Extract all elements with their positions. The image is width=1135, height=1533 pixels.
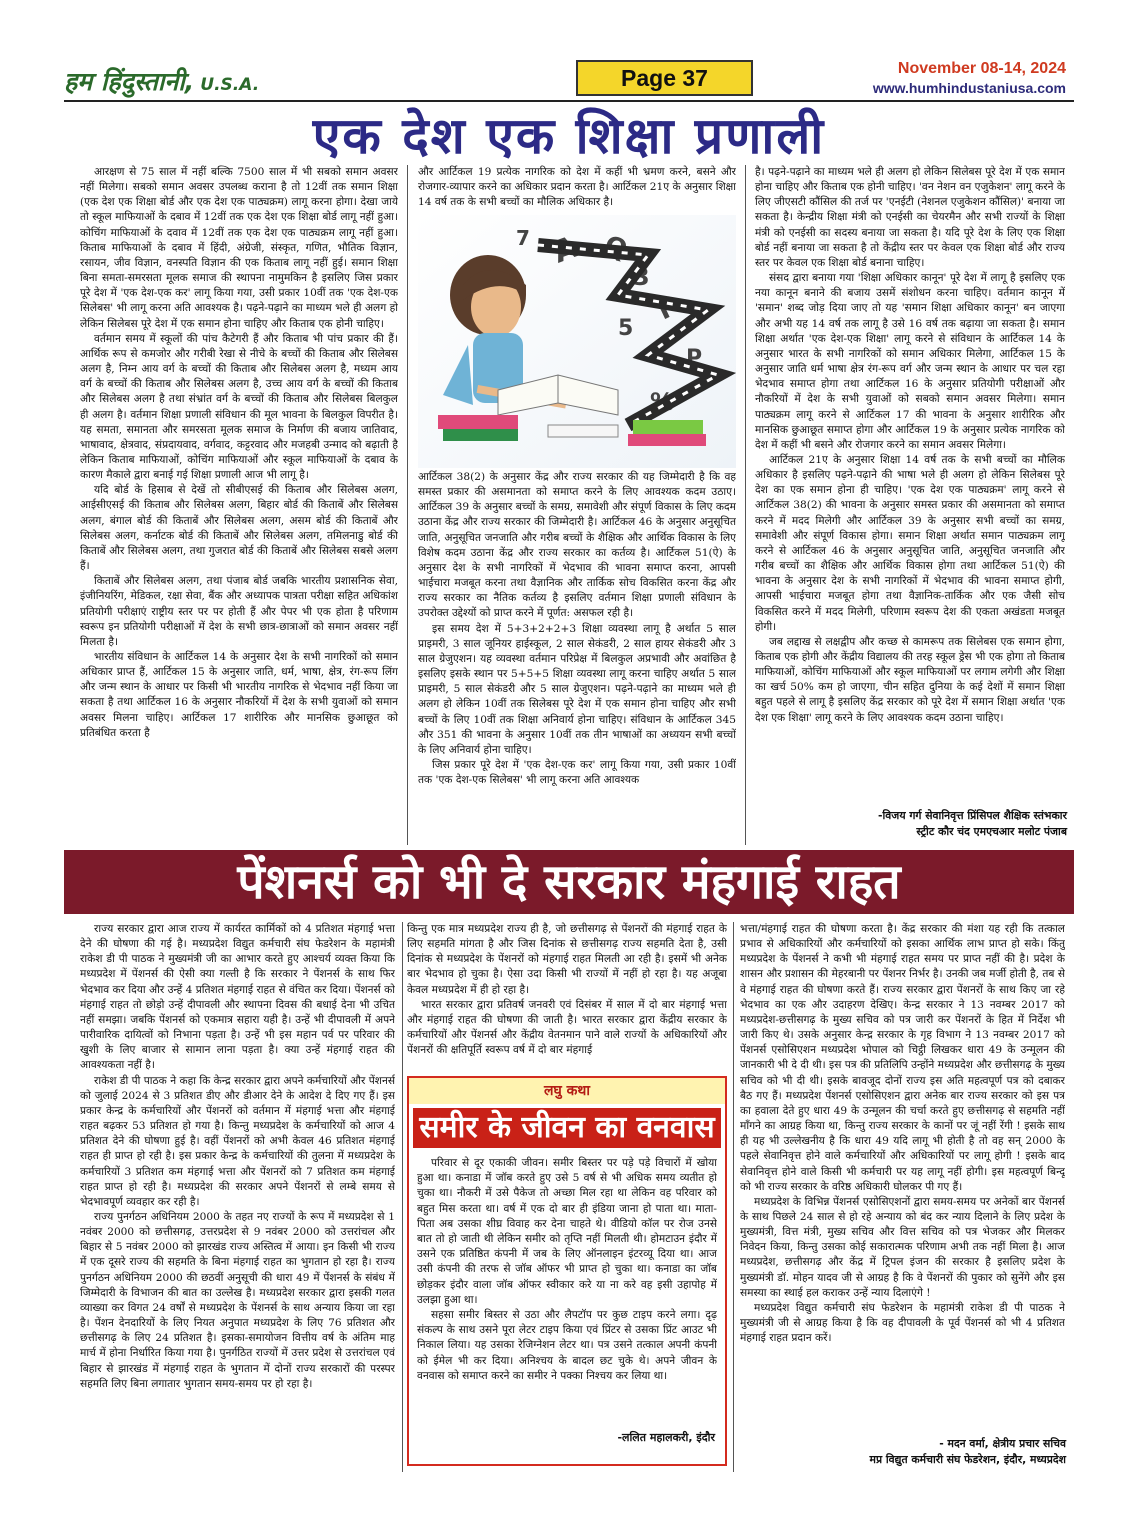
svg-text:7: 7 bbox=[516, 226, 530, 250]
girl-studying-illustration bbox=[418, 215, 736, 468]
paragraph: राज्य सरकार द्वारा आज राज्य में कार्यरत कार्मिकों को 4 प्रतिशत मंहगाई भत्ता देने की घोषणा की गई है। मध्यप्रदेश विद्युत कर्मचारी संघ फेडरेशन के महामंत्री राकेश डी पी पाठक ने मुख्यमंत्री जी का आभार करते हुए आश्चर्य व्यक्त किया कि मध्यप्रदेश में पेंशनर्स की ऐसी क्या गल्ती है कि सरकार ने पेंशनर्स के साथ फिर भेदभाव कर दिया और उन्हें 4 प्रतिशत मंहगाई राहत से वंचित कर दिया। पेंशनर्स को मंहगाई राहत तो छोड़ो उन्हें दीपावली और स्थापना दिवस की बधाई देना भी उचित नहीं समझा। जबकि पेंशनर्स को एकमात्र सहारा यही है। उन्हें भी दीपावली में अपने पारीवारिक दायित्वों को निभाना पड़ता है। उन्हें भी इस महान पर्व पर परिवार की खुशी के लिए बाजार से सामान लाना पड़ता है। क्या उन्हें मंहगाई राहत की आवश्यकता नहीं है। bbox=[80, 923, 395, 1072]
paragraph: संसद द्वारा बनाया गया 'शिक्षा अधिकार कानून' पूरे देश में लागू है इसलिए एक नया कानून बनाने की बजाय उसमें संशोधन करना चाहिए। वर्तमान कानून में 'समान' शब्द जोड़ दिया जाए तो यह 'समान शिक्षा अधिकार कानून' बन जाएगा और अभी यह 14 वर्ष तक लागू है उसे 16 वर्ष तक बढ़ाया जा सकता है। समान शिक्षा अर्थात 'एक देश-एक शिक्षा' लागू करने से संविधान के आर्टिकल 14 के अनुसार भारत के सभी नागरिकों को समान अधिकार मिलेगा, आर्टिकल 15 के अनुसार जाति धर्म भाषा क्षेत्र रंग-रूप वर्ग और जन्म स्थान के आधार पर चल रहा भेदभाव समाप्त होगा तथा आर्टिकल 16 के अनुसार प्रतियोगी परीक्षाओं और नौकरियों में देश के सभी युवाओं को सबको समान अवसर मिलेगा। समान पाठ्यक्रम लागू करने से आर्टिकल 17 की भावना के अनुसार शारीरिक और मानसिक छुआछूत समाप्त होगा और आर्टिकल 19 के अनुसार प्रत्येक नागरिक को देश में कहीं भी बसने और रोजगार करने का समान अवसर मिलेगा। bbox=[755, 272, 1065, 451]
paragraph: वर्तमान समय में स्कूलों की पांच कैटेगरी हैं और किताब भी पांच प्रकार की हैं। आर्थिक रूप से कमजोर और गरीबी रेखा से नीचे के बच्चों की किताब और सिलेबस अलग है, निम्न आय वर्ग के बच्चों की किताब और सिलेबस अलग है, मध्यम आय वर्ग के बच्चों की किताब और सिलेबस अलग है, उच्च आय वर्ग के बच्चों की किताब और सिलेबस अलग है तथा संभ्रांत वर्ग के बच्चों की किताब और सिलेबस बिलकुल ही अलग है। वर्तमान शिक्षा प्रणाली संविधान की मूल भावना के बिलकुल विपरीत है। यह समता, समानता और समरसता मूलक समाज के निर्माण की बजाय जातिवाद, भाषावाद, क्षेत्रवाद, संप्रदायवाद, वर्गवाद, कट्टरवाद और मजहबी उन्माद को बढ़ाती है लेकिन किताब माफियाओं, कोचिंग माफियाओं और स्कूल माफियाओं के दबाव के कारण मैकाले द्वारा बनाई गई शिक्षा प्रणाली आज भी लागू है। bbox=[80, 332, 398, 482]
byline-affiliation: स्ट्रीट कौर चंद एमएचआर मलोट पंजाब bbox=[916, 825, 1067, 838]
brand-suffix: U.S.A. bbox=[200, 75, 260, 95]
article2-column-1 bbox=[80, 922, 395, 1477]
article2-byline bbox=[740, 1436, 1066, 1468]
paragraph: मध्यप्रदेश विद्युत कर्मचारी संघ फेडरेशन के महामंत्री राकेश डी पी पाठक ने मुख्यमंत्री जी से आग्रह किया है कि वह दीपावली के पूर्व पेंशनर्स को भी 4 प्रतिशत मंहगाई राहत प्रदान करें। bbox=[740, 1301, 1065, 1345]
paragraph: आर्टिकल 21ए के अनुसार शिक्षा 14 वर्ष तक के सभी बच्चों का मौलिक अधिकार है इसलिए पढ़ने-पढ़ाने की भाषा भले ही अलग हो लेकिन सिलेबस पूरे देश का एक समान होना ही चाहिए। 'एक देश एक पाठ्यक्रम' लागू करने से आर्टिकल 38(2) की भावना के अनुसार समस्त प्रकार की असमानता को समाप्त करने में मदद मिलेगी और आर्टिकल 39 के अनुसार सभी बच्चों का समग्र, समावेशी और संपूर्ण विकास होगा। समान शिक्षा अर्थात समान पाठ्यक्रम लागू करने से आर्टिकल 46 के अनुसार अनुसूचित जाति, अनुसूचित जनजाति और गरीब बच्चों का शैक्षिक और आर्थिक विकास होगा तथा आर्टिकल 51(ऐ) की भावना के अनुसार देश के सभी नागरिकों में भेदभाव की भावना समाप्त होगी, आपसी भाईचारा मजबूत होगा तथा वैज्ञानिक-तार्किक और एक जैसी सोच विकसित करने में मदद मिलेगी, परिणाम स्वरूप देश की एकता अखंडता मजबूत होगी। bbox=[755, 453, 1065, 633]
paragraph: भारत सरकार द्वारा प्रतिवर्ष जनवरी एवं दिसंबर में साल में दो बार मंहगाई भत्ता और मंहगाई राहत की घोषणा की जाती है। भारत सरकार द्वारा केंद्रीय सरकार के कर्मचारियों और पेंशनर्स और केंद्रीय वेतनमान पाने वाले राज्यों के अधिकारियों और पेंशनरों की क्षतिपूर्ति स्वरूप वर्ष में दो बार मंहगाई bbox=[407, 998, 727, 1057]
svg-text:5: 5 bbox=[618, 316, 634, 341]
article1-column-3 bbox=[755, 165, 1065, 809]
paragraph: जब लद्दाख से लक्षद्वीप और कच्छ से कामरूप तक सिलेबस एक समान होगा, किताब एक होगी और केंद्रीय विद्यालय की तरह स्कूल ड्रेस भी एक होगा तो किताब माफियाओं, कोचिंग माफियाओं और स्कूल माफियाओं पर लगाम लगेगी और शिक्षा का खर्च 50% कम हो जाएगा, चीन सहित दुनिया के कई देशों में समान शिक्षा बहुत पहले से लागू है इसलिए केंद्र सरकार को पूरे देश में समान शिक्षा अर्थात 'एक देश एक शिक्षा' लागू करने के लिए आवश्यक कदम उठाना चाहिए। bbox=[755, 635, 1065, 724]
paragraph: राज्य पुनर्गठन अधिनियम 2000 के तहत नए राज्यों के रूप में मध्यप्रदेश से 1 नवंबर 2000 को छत्तीसगढ़, उत्तरप्रदेश से 9 नवंबर 2000 को उत्तरांचल और बिहार से 5 नवंबर 2000 को झारखंड राज्य अस्तित्व में आया। इन किसी भी राज्य में एक दूसरे राज्य की सहमति के बिना मंहगाई राहत का भुगतान हो रहा है। राज्य पुनर्गठन अधिनियम 2000 की छठवीं अनुसूची की धारा 49 में पेंशनर्स के संबंध में जिम्मेदारी के विभाजन की बात का उल्लेख है। मध्यप्रदेश सरकार द्वारा इसकी गलत व्याख्या कर विगत 24 वर्षों से मध्यप्रदेश के पेंशनर्स के साथ अन्याय किया जा रहा है। पेंशन देनदारियों के लिए नियत अनुपात मध्यप्रदेश के लिए 76 प्रतिशत और छत्तीसगढ़ के लिए 24 प्रतिशत है। इसका-समायोजन वित्तीय वर्ष के अंतिम माह मार्च में होना निर्धारित किया गया है। पुनर्गठित राज्यों में उत्तर प्रदेश से उत्तरांचल एवं बिहार से झारखंड में मंहगाई राहत के भुगतान में दोनों राज्य सरकारों की परस्पर सहमति लिए बिना लगातार भुगतान समय-समय पर हो रहा है। bbox=[80, 1210, 395, 1390]
svg-text:P: P bbox=[686, 346, 703, 371]
article1-column-1 bbox=[80, 165, 398, 845]
paragraph: भत्ता/मंहगाई राहत की घोषणा करता है। केंद्र सरकार की मंशा यह रही कि तत्काल प्रभाव से अधिकारियों और कर्मचारियों को इसका आर्थिक लाभ प्राप्त हो सके। किंतु मध्यप्रदेश के पेंशनर्स ने कभी भी मंहगाई राहत समय पर प्राप्त नहीं की है। प्रदेश के शासन और प्रशासन की मेहरबानी पर पेंशनर निर्भर है। उनकी जब मर्जी होती है, तब से वे मंहगाई राहत की घोषणा करते हैं। राज्य सरकार द्वारा पेंशनरों के साथ किए जा रहे भेदभाव का एक और उदाहरण देखिए। केन्द्र सरकार ने 13 नवम्बर 2017 को मध्यप्रदेश-छत्तीसगढ़ के मुख्य सचिव को पत्र जारी कर पेंशनरों के हित में निर्देश भी जारी किए थे। उसके अनुसार केन्द्र सरकार के गृह विभाग ने 13 नवम्बर 2017 को पेंशनर्स एसोसिएशन मध्यप्रदेश भोपाल को चिट्ठी लिखकर धारा 49 के उन्मूलन की जानकारी भी दे दी थी। इस पत्र की प्रतिलिपि उन्होंने मध्यप्रदेश और छत्तीसगढ़ के मुख्य सचिव को भी दी थी। इसके बावजूद दोनों राज्य इस अति महत्वपूर्ण पत्र को दबाकर बैठ गए हैं। मध्यप्रदेश पेंशनर्स एसोसिएशन द्वारा अनेक बार राज्य सरकार को इस पत्र का हवाला देते हुए धारा 49 के उन्मूलन की चर्चा करते हुए छत्तीसगढ़ से सहमति नहीं माँगने का आग्रह किया था, किन्तु राज्य सरकार के कानों पर जूं नहीं रेंगी ! इसके साथ ही यह भी उल्लेखनीय है कि धारा 49 यदि लागू भी होती है तो वह सन् 2000 के पहले सेवानिवृत्त होने वाले कर्मचारियों और अधिकारियों पर लागू होगी ! इसके बाद सेवानिवृत्त होने वाले किसी भी कर्मचारी पर यह लागू नहीं होगी। इस महत्वपूर्ण बिन्दू को भी राज्य सरकार के वरिष्ठ अधिकारी घोलकर पी गए हैं। bbox=[740, 923, 1065, 1193]
byline-author: - मदन वर्मा, क्षेत्रीय प्रचार सचिव bbox=[939, 1437, 1066, 1450]
paragraph: किताबें और सिलेबस अलग, तथा पंजाब बोर्ड जबकि भारतीय प्रशासनिक सेवा, इंजीनियरिंग, मेडिकल, रक्षा सेवा, बैंक और अध्यापक पात्रता परीक्षा सहित अधिकांश प्रतियोगी परीक्षाएं राष्ट्रीय स्तर पर पर होती हैं और पेपर भी एक होता है परिणाम स्वरूप इन प्रतियोगी परीक्षाओं में देश के सभी छात्र-छात्राओं को समान अवसर नहीं मिलता है। bbox=[80, 575, 398, 648]
byline-affiliation: मप्र विद्युत कर्मचारी संघ फेडरेशन, इंदौर, मध्यप्रदेश bbox=[869, 1453, 1066, 1466]
byline-author: -विजय गर्ग सेवानिवृत्त प्रिंसिपल शैक्षिक स्तंभकार bbox=[878, 809, 1067, 822]
story-tag: लघु कथा bbox=[409, 1078, 725, 1104]
page-number-box: Page 37 bbox=[576, 60, 753, 96]
paragraph: मध्यप्रदेश के विभिन्न पेंशनर्स एसोसिएशनों द्वारा समय-समय पर अनेकों बार पेंशनर्स के साथ पिछले 24 साल से हो रहे अन्याय को बंद कर न्याय दिलाने के लिए प्रदेश के मुख्यमंत्री, वित्त मंत्री, मुख्य सचिव और वित्त सचिव को पत्र भेजकर और मिलकर निवेदन किया, किन्तु उसका कोई सकारात्मक परिणाम अभी तक नहीं मिला है। आज मध्यप्रदेश, छत्तीसगढ़ और केंद्र में ट्रिपल इंजन की सरकार है इसलिए प्रदेश के मुख्यमंत्री डॉ. मोहन यादव जी से आग्रह है कि वे पेंशनरों की पुकार को सुनेंगे और इस समस्या का स्थाई हल कराकर उन्हें न्याय दिलाएंगे ! bbox=[740, 1195, 1065, 1299]
column-divider bbox=[733, 922, 734, 1472]
article2-headline: पेंशनर्स को भी दे सरकार मंहगाई राहत bbox=[64, 850, 1074, 914]
article1-byline bbox=[755, 808, 1067, 840]
svg-text:F: F bbox=[653, 291, 683, 327]
page-header bbox=[64, 60, 1074, 100]
paragraph: आर्टिकल 38(2) के अनुसार केंद्र और राज्य सरकार की यह जिम्मेदारी है कि वह समस्त प्रकार की असमानता को समाप्त करने के लिए आवश्यक कदम उठाए। आर्टिकल 39 के अनुसार बच्चों के समग्र, समावेशी और संपूर्ण विकास के लिए कदम उठाना केंद्र और राज्य सरकार की जिम्मेदारी है। आर्टिकल 46 के अनुसार अनुसूचित जाति, अनुसूचित जनजाति और गरीब बच्चों के शैक्षिक और आर्थिक विकास के लिए विशेष कदम उठाना केंद्र और राज्य सरकार का कर्तव्य है। आर्टिकल 51(ऐ) के अनुसार देश के सभी नागरिकों में भेदभाव की भावना समाप्त करना, आपसी भाईचारा मजबूत करना तथा वैज्ञानिक और तार्किक सोच विकसित करना केंद्र और राज्य सरकार का नैतिक कर्तव्य है इसलिए वर्तमान शिक्षा प्रणाली संविधान के उपरोक्त उद्देश्यों को प्राप्त करने में पूर्णत: असफल रही है। bbox=[418, 471, 736, 620]
paragraph: यदि बोर्ड के हिसाब से देखें तो सीबीएसई की किताब और सिलेबस अलग, आईसीएसई की किताब और सिलेबस अलग, बिहार बोर्ड की किताबें और सिलेबस अलग, बंगाल बोर्ड की किताबें और सिलेबस अलग, असम बोर्ड की किताबें और सिलेबस अलग, कर्नाटक बोर्ड की किताबें और सिलेबस अलग, तमिलनाडु बोर्ड की किताबें और सिलेबस अलग, तथा गुजरात बोर्ड की किताबें और सिलेबस सबसे अलग हैं। bbox=[80, 484, 398, 573]
svg-text:Q: Q bbox=[601, 230, 631, 266]
paragraph: आरक्षण से 75 साल में नहीं बल्कि 7500 साल में भी सबको समान अवसर नहीं मिलेगा। सबको समान अवसर उपलब्ध कराना है तो 12वीं तक समान शिक्षा (एक देश एक शिक्षा बोर्ड और एक देश एक पाठ्यक्रम) लागू करना होगा। देखा जाये तो स्कूल माफियाओं के दबाव में 12वीं तक एक देश एक शिक्षा बोर्ड लागू नहीं हुआ। कोचिंग माफियाओं के दवाव में 12वीं तक एक देश एक पाठ्यक्रम लागू नहीं हुआ। किताब माफियाओं के दबाव में हिंदी, अंग्रेजी, संस्कृत, गणित, भौतिक विज्ञान, रसायन, जीव विज्ञान, वनस्पति विज्ञान की एक किताब लागू नहीं हुई। समान शिक्षा बिना समता-समरसता मूलक समाज की स्थापना नामुमकिन है इसलिए जिस प्रकार पूरे देश में 'एक देश-एक कर' लागू किया गया, उसी प्रकार 10वीं तक 'एक देश-एक सिलेबस' भी लागू करना अति आवश्यक है। पढ़ने-पढ़ाने का माध्यम भले ही अलग हो लेकिन सिलेबस पूरे देश में एक समान होना चाहिए और किताब एक होनी चाहिए। bbox=[80, 166, 398, 330]
brand-name: हम हिंदुस्तानी, bbox=[64, 67, 195, 96]
paragraph: राकेश डी पी पाठक ने कहा कि केन्द्र सरकार द्वारा अपने कर्मचारियों और पेंशनर्स को जुलाई 2024 से 3 प्रतिशत डीए और डीआर देने के आदेश दे दिए गए हैं। इस प्रकार केन्द्र के कर्मचारियों और पेंशनरों को वर्तमान में मंहगाई भत्ता और मंहगाई राहत बढ़कर 53 प्रतिशत हो गया है। किन्तु मध्यप्रदेश के कर्मचारियों को आज 4 प्रतिशत देने की घोषणा हुई है। वहीं पेंशनरों को अभी केवल 46 प्रतिशत मंहगाई राहत ही प्राप्त हो रही है। इस प्रकार केन्द्र के कर्मचारियों की तुलना में मध्यप्रदेश के कर्मचारियों 3 प्रतिशत कम मंहगाई भत्ता और पेंशनरों को 7 प्रतिशत कम मंहगाई राहत प्राप्त हो रही है। मध्यप्रदेश की सरकार अपने पेंशनरों से लम्बे समय से भेदभावपूर्ण व्यवहार कर रही है। bbox=[80, 1074, 395, 1208]
header-rule bbox=[64, 100, 1074, 102]
paragraph: और आर्टिकल 19 प्रत्येक नागरिक को देश में कहीं भी भ्रमण करने, बसने और रोजगार-व्यापार करने का अधिकार प्रदान करता है। आर्टिकल 21ए के अनुसार शिक्षा 14 वर्ष तक के सभी बच्चों का मौलिक अधिकार है। bbox=[418, 166, 736, 209]
story-author: -ललित महालकरी, इंदौर bbox=[617, 1431, 715, 1444]
story-title: समीर के जीवन का वनवास bbox=[413, 1108, 721, 1148]
issue-date: November 08-14, 2024 bbox=[897, 60, 1066, 77]
svg-text:3: 3 bbox=[633, 263, 650, 291]
short-story-box bbox=[407, 1076, 727, 1466]
paragraph: इस समय देश में 5+3+2+2+3 शिक्षा व्यवस्था लागू है अर्थात 5 साल प्राइमरी, 3 साल जूनियर हाईस्कूल, 2 साल सेकंडरी, 2 साल हायर सेकंडरी और 3 साल ग्रेजुएशन। यह व्यवस्था वर्तमान परिप्रेक्ष में बिलकुल अप्रभावी और अवांछित है इसलिए इसके स्थान पर 5+5+5 शिक्षा व्यवस्था लागू करना चाहिए अर्थात 5 साल प्राइमरी, 5 साल सेकंडरी और 5 साल ग्रेजुएशन। पढ़ने-पढ़ाने का माध्यम भले ही अलग हो लेकिन 10वीं तक सिलेबस पूरे देश में एक समान होना चाहिए और सभी बच्चों के लिए 10वीं तक शिक्षा अनिवार्य होना चाहिए। संविधान के आर्टिकल 345 और 351 की भावना के अनुसार 10वीं तक तीन भाषाओं का अध्ययन सभी बच्चों के लिए अनिवार्य होना चाहिए। bbox=[418, 622, 736, 756]
svg-text:A: A bbox=[548, 229, 583, 271]
story-body bbox=[417, 1156, 717, 1424]
paragraph: है। पढ़ने-पढ़ाने का माध्यम भले ही अलग हो लेकिन सिलेबस पूरे देश में एक समान होना चाहिए और किताब एक होनी चाहिए। 'वन नेशन वन एजुकेशन' लागू करने के लिए जीएसटी कौंसिल की तर्ज पर 'एनईटी (नेशनल एजुकेशन कौंसिल)' बनाया जा सकता है। केन्द्रीय शिक्षा मंत्री को एनईसी का चेयरमैन और सभी राज्यों के शिक्षा मंत्री को एनईसी का सदस्य बनाया जा सकता है। यदि पूरे देश के लिए एक शिक्षा बोर्ड नहीं बनाया जा सकता है तो केंद्रीय स्तर पर केवल एक शिक्षा बोर्ड और राज्य स्तर पर केवल एक शिक्षा बोर्ड बनाना चाहिए। bbox=[755, 166, 1065, 269]
svg-text:%: % bbox=[650, 388, 675, 416]
article1-column-2-bottom bbox=[418, 470, 736, 845]
column-divider bbox=[402, 922, 403, 1472]
paragraph: भारतीय संविधान के आर्टिकल 14 के अनुसार देश के सभी नागरिकों को समान अधिकार प्राप्त हैं, आर्टिकल 15 के अनुसार जाति, धर्म, भाषा, क्षेत्र, रंग-रूप लिंग और जन्म स्थान के आधार पर किसी भी भारतीय नागरिक से भेदभाव नहीं किया जा सकता है तथा आर्टिकल 16 के अनुसार नौकरियों में देश के सभी युवाओं को समान अवसर मिलना चाहिए। आर्टिकल 17 शारीरिक और मानसिक छुआछूत को प्रतिबंधित करता है bbox=[80, 651, 398, 739]
article1-column-2-top bbox=[418, 165, 736, 213]
column-divider bbox=[407, 165, 408, 845]
paragraph: सहसा समीर बिस्तर से उठा और लैपटॉप पर कुछ टाइप करने लगा। दृढ़ संकल्प के साथ उसने पूरा लेटर टाइप किया एवं प्रिंटर से उसका प्रिंट आउट भी निकाल लिया। यह उसका रेजिग्नेशन लेटर था। पत्र उसने तत्काल अपनी कंपनी को ईमेल भी कर दिया। अनिश्चय के बादल छट चुके थे। अपने जीवन के वनवास को समाप्त करने का समीर ने पक्का निश्चय कर लिया था। bbox=[417, 1309, 717, 1382]
paragraph: किन्तु एक मात्र मध्यप्रदेश राज्य ही है, जो छत्तीसगढ़ से पेंशनरों की मंहगाई राहत के लिए सहमति मांगता है और जिस दिनांक से छत्तीसगढ़ राज्य सहमति देता है, उसी दिनांक से मध्यप्रदेश के पेंशनरों को मंहगाई राहत मिलती आ रही है। इसमें भी अनेक बार भेदभाव हो चुका है। ऐसा उदा किसी भी राज्यों में नहीं हो रहा है। यह अजूबा केवल मध्यप्रदेश में ही हो रहा है। bbox=[407, 923, 727, 996]
paragraph: जिस प्रकार पूरे देश में 'एक देश-एक कर' लागू किया गया, उसी प्रकार 10वीं तक 'एक देश-एक सिलेबस' भी लागू करना अति आवश्यक bbox=[418, 758, 736, 787]
website-url[interactable]: www.humhindustaniusa.com bbox=[872, 80, 1066, 96]
column-divider bbox=[745, 165, 746, 845]
article2-column-2 bbox=[407, 922, 727, 1072]
article2-column-3 bbox=[740, 922, 1065, 1434]
paragraph: परिवार से दूर एकाकी जीवन। समीर बिस्तर पर पड़े पड़े विचारों में खोया हुआ था। कनाडा में जॉब करते हुए उसे 5 वर्ष से भी अधिक समय व्यतीत हो चुका था। नौकरी में उसे पैकेज तो अच्छा मिल रहा था लेकिन वह परिवार को बहुत मिस करता था। वर्ष में एक दो बार ही इंडिया जाना हो पाता था। माता-पिता अब उसका शीघ्र विवाह कर देना चाहते थे। वीडियो कॉल पर रोज उनसे बात तो हो जाती थी लेकिन समीर को तृप्ति नहीं मिलती थी। होमटाउन इंदौर में उसने एक प्रतिष्ठित कंपनी में जब के लिए ऑनलाइन इंटरव्यू दिया था। आज उसी कंपनी की तरफ से जॉब ऑफर भी प्राप्त हो चुका था। कनाडा का जॉब छोड़कर इंदौर वाला जॉब ऑफर स्वीकार करे या ना करे वह इसी उहापोह में उलझा हुआ था। bbox=[417, 1157, 717, 1306]
article1-headline: एक देश एक शिक्षा प्रणाली bbox=[312, 107, 826, 165]
masthead-brand bbox=[64, 64, 259, 98]
